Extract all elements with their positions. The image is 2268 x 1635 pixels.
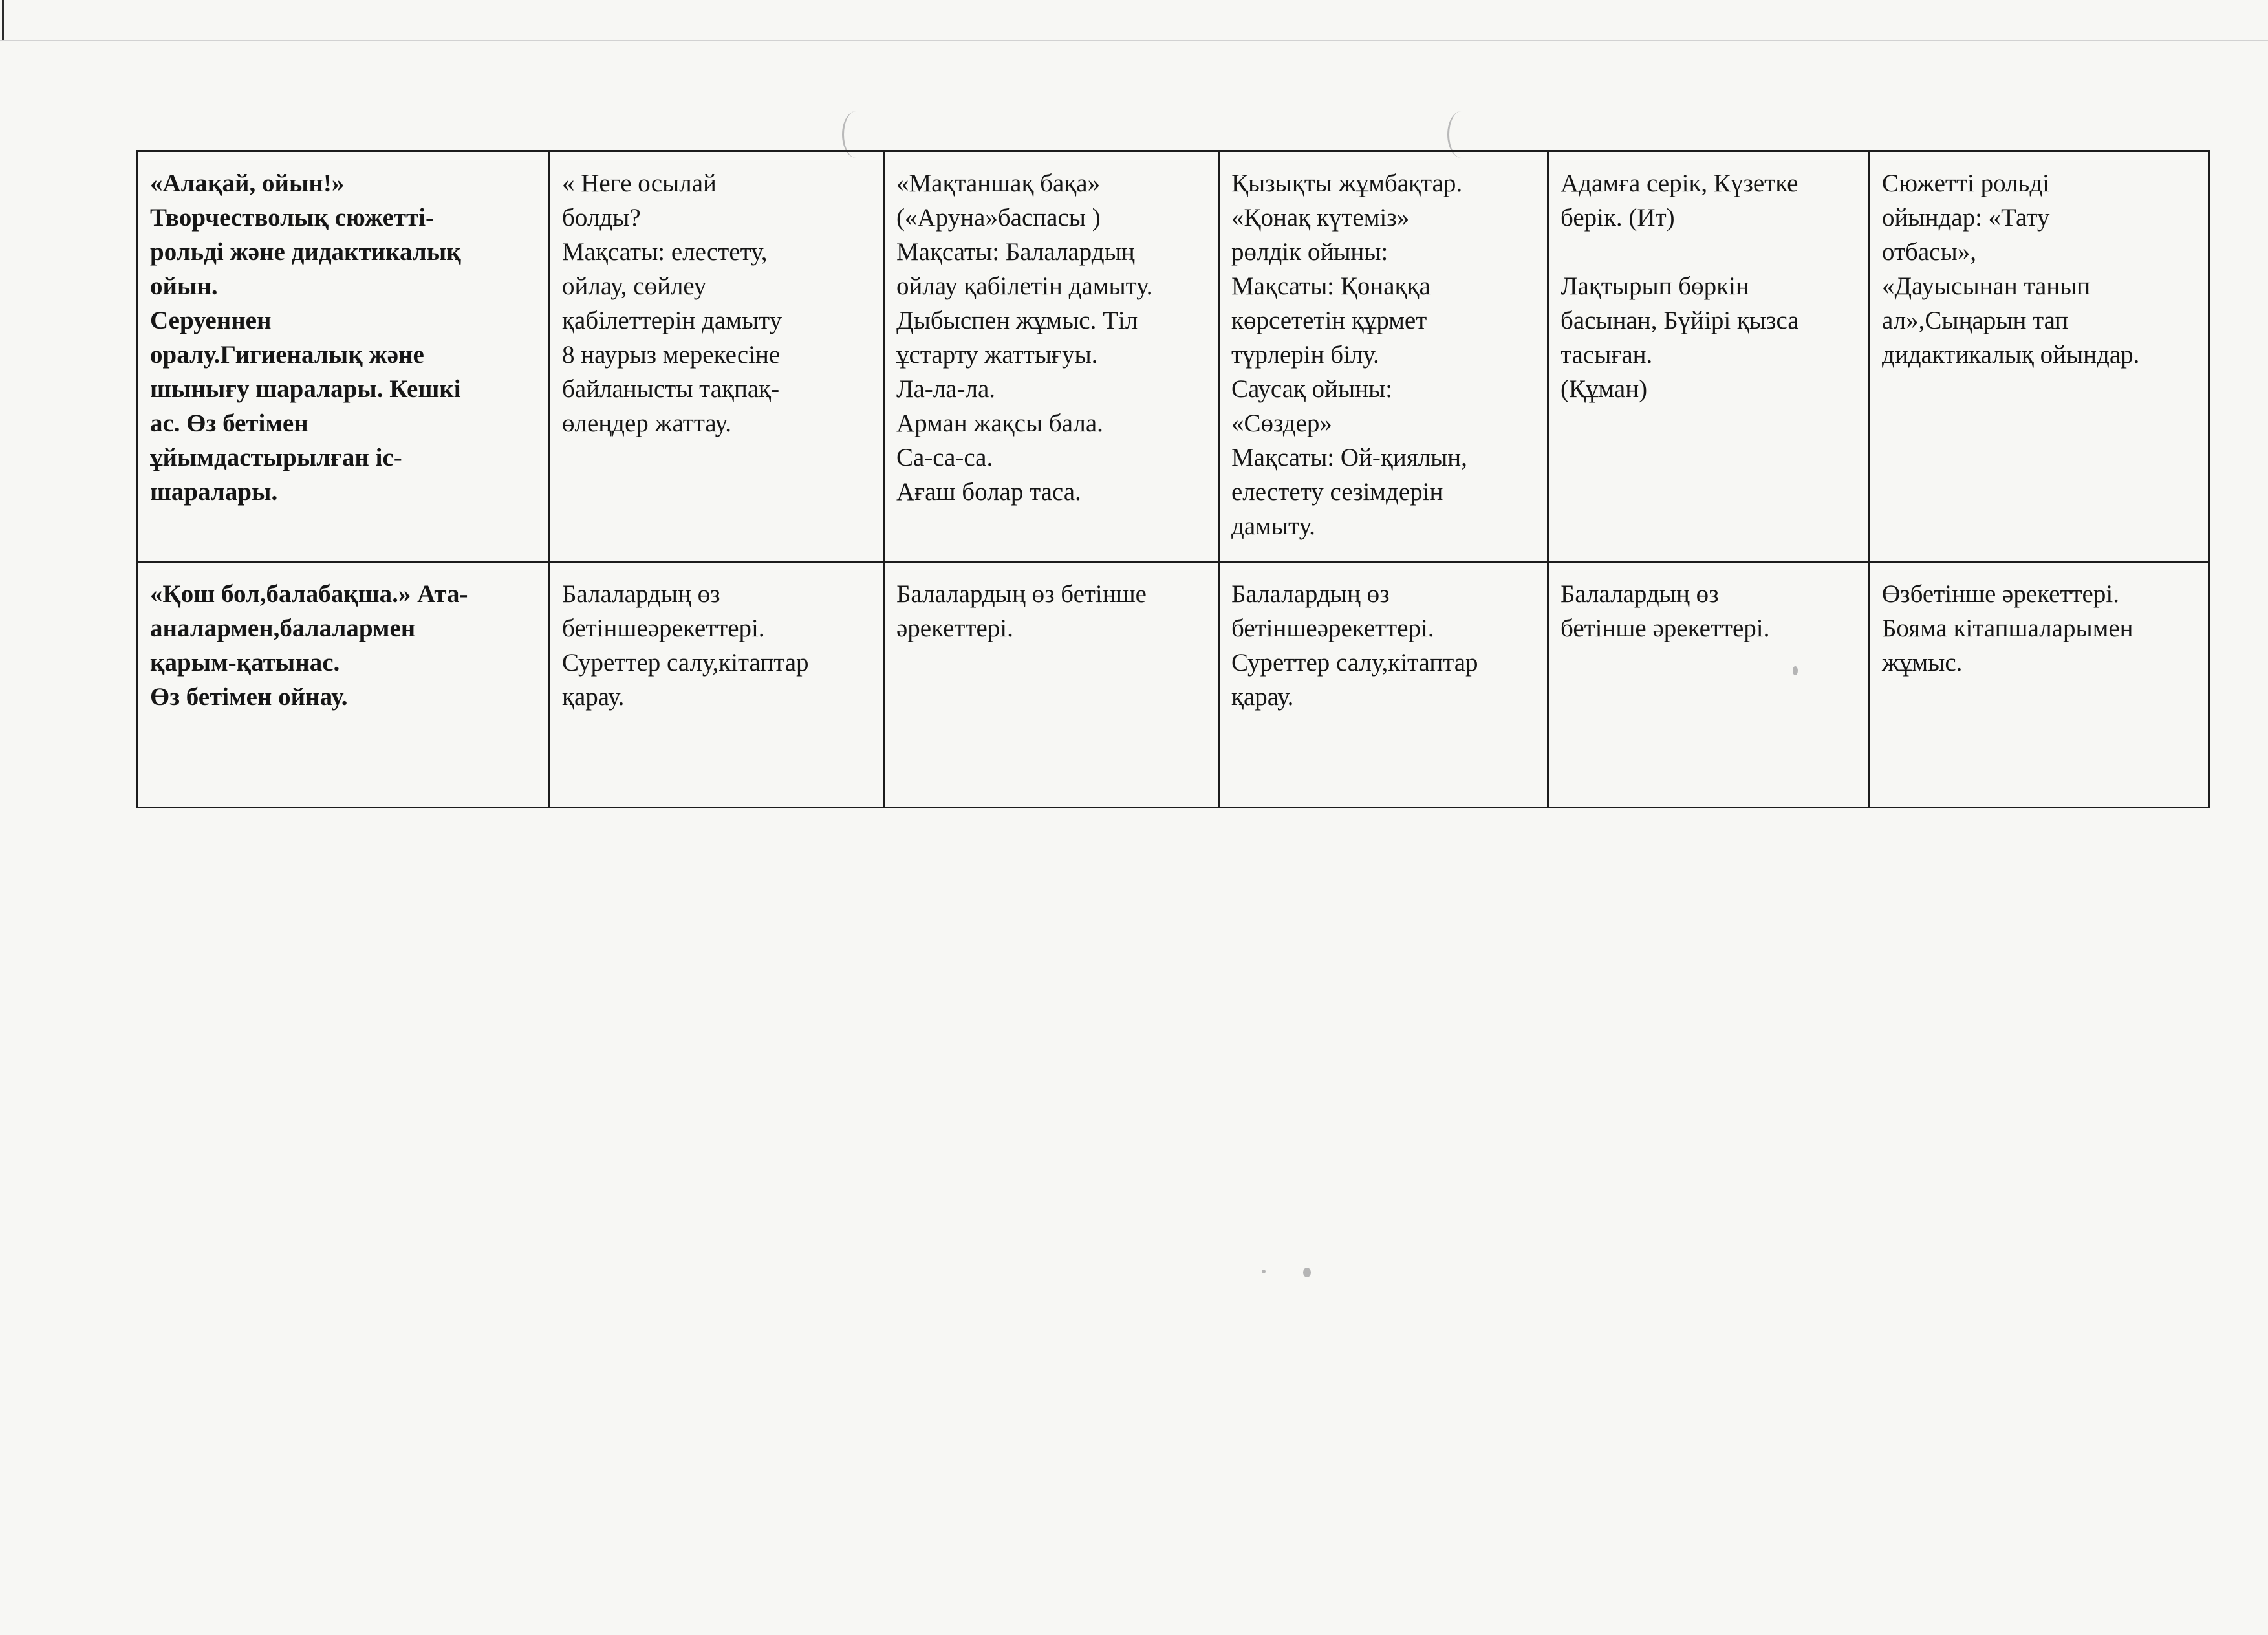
row-2-thursday-cell <box>1548 562 1870 808</box>
cell-line: «Алақай, ойын!» <box>150 169 345 197</box>
cell-line: елестету сезімдерін <box>1231 478 1443 506</box>
scan-speck <box>1262 1270 1266 1273</box>
row-2-activity-cell <box>138 562 550 808</box>
cell-line: көрсететін құрмет <box>1231 307 1427 334</box>
cell-line: Са-са-са. <box>896 444 993 471</box>
cell-line: қабілеттерін дамыту <box>562 307 783 334</box>
cell-line: Сюжетті рольді <box>1882 169 2050 197</box>
cell-line: тасыған. <box>1561 341 1653 369</box>
scan-speck <box>1303 1268 1311 1277</box>
cell-line: ал»,Сыңарын тап <box>1882 307 2069 334</box>
cell-line: ұстарту жаттығуы. <box>896 341 1098 369</box>
cell-line: дамыту. <box>1231 512 1315 540</box>
cell-line: бетінше әрекеттері. <box>1561 614 1770 642</box>
cell-line: қарым-қатынас. <box>150 649 340 677</box>
cell-line: Арман жақсы бала. <box>896 409 1103 437</box>
cell-line: ас. Өз бетімен <box>150 409 308 437</box>
row-1-wednesday-cell <box>1219 151 1548 562</box>
table-row <box>138 562 2209 808</box>
row-1-thursday-cell <box>1548 151 1870 562</box>
cell-line: Өзбетінше әрекеттері. <box>1882 580 2119 608</box>
plan-table <box>136 150 2210 808</box>
cell-line: ойлау қабілетін дамыту. <box>896 272 1153 300</box>
cell-line: әрекеттері. <box>896 614 1013 642</box>
cell-line: « Неге осылай <box>562 169 717 197</box>
cell-line: берік. (Ит) <box>1561 204 1675 232</box>
cell-line: («Аруна»баспасы ) <box>896 204 1101 232</box>
cell-line: Балалардың өз <box>1561 580 1719 608</box>
cell-line: оралу.Гигиеналық және <box>150 341 424 369</box>
cell-line: Ла-ла-ла. <box>896 375 996 403</box>
scan-top-edge <box>0 40 2268 41</box>
cell-line: «Мақтаншақ бақа» <box>896 169 1101 197</box>
cell-line: Суреттер салу,кітаптар <box>562 649 809 677</box>
cell-line: отбасы», <box>1882 238 1976 266</box>
cell-line: «Дауысынан танып <box>1882 272 2091 300</box>
cell-line: Ағаш болар таса. <box>896 478 1081 506</box>
cell-line: (Құман) <box>1561 375 1648 403</box>
cell-line: ұйымдастырылған іс- <box>150 444 402 471</box>
cell-line: ойлау, сөйлеу <box>562 272 707 300</box>
cell-line: басынан, Бүйірі қызса <box>1561 307 1799 334</box>
cell-line: рөлдік ойыны: <box>1231 238 1388 266</box>
cell-line: Қызықты жұмбақтар. <box>1231 169 1463 197</box>
cell-line: шынығу шаралары. Кешкі <box>150 375 461 403</box>
cell-line: байланысты тақпақ- <box>562 375 780 403</box>
cell-line: ойындар: «Тату <box>1882 204 2050 232</box>
row-2-tuesday-cell <box>884 562 1219 808</box>
cell-line: дидактикалық ойындар. <box>1882 341 2140 369</box>
cell-line: «Қонақ күтеміз» <box>1231 204 1410 232</box>
cell-line: өлеңдер жаттау. <box>562 409 732 437</box>
cell-line: Мақсаты: елестету, <box>562 238 768 266</box>
row-1-monday-cell <box>550 151 884 562</box>
row-2-friday-cell <box>1870 562 2209 808</box>
row-1-tuesday-cell <box>884 151 1219 562</box>
cell-line: Мақсаты: Балалардың <box>896 238 1135 266</box>
cell-line: Өз бетімен ойнау. <box>150 683 348 711</box>
cell-line: «Қош бол,балабақша.» Ата- <box>150 580 468 608</box>
cell-line: Адамға серік, Күзетке <box>1561 169 1798 197</box>
table-row <box>138 151 2209 562</box>
cell-line: Суреттер салу,кітаптар <box>1231 649 1478 677</box>
cell-line: рольді және дидактикалық <box>150 238 461 266</box>
cell-line: аналармен,балалармен <box>150 614 416 642</box>
scan-left-edge-mark <box>2 0 4 40</box>
cell-line: Лақтырып бөркін <box>1561 272 1749 300</box>
cell-line: Балалардың өз бетінше <box>896 580 1147 608</box>
cell-line: Серуеннен <box>150 307 272 334</box>
cell-line: болды? <box>562 204 641 232</box>
row-1-friday-cell <box>1870 151 2209 562</box>
cell-line: бетіншеәрекеттері. <box>562 614 765 642</box>
cell-line: 8 наурыз мерекесіне <box>562 341 781 369</box>
cell-line: Балалардың өз <box>1231 580 1390 608</box>
cell-line <box>1561 235 1861 269</box>
row-2-wednesday-cell <box>1219 562 1548 808</box>
cell-line: Балалардың өз <box>562 580 720 608</box>
row-1-activity-cell <box>138 151 550 562</box>
cell-line: шаралары. <box>150 478 278 506</box>
cell-line: Мақсаты: Қонаққа <box>1231 272 1431 300</box>
cell-line: Бояма кітапшаларымен <box>1882 614 2133 642</box>
cell-line: Саусақ ойыны: <box>1231 375 1393 403</box>
cell-line: Творчестволық сюжетті- <box>150 204 435 232</box>
cell-line: қарау. <box>1231 683 1294 711</box>
cell-line: Дыбыспен жұмыс. Тіл <box>896 307 1138 334</box>
cell-line: Мақсаты: Ой-қиялын, <box>1231 444 1467 471</box>
row-2-monday-cell <box>550 562 884 808</box>
cell-line: түрлерін білу. <box>1231 341 1379 369</box>
cell-line: жұмыс. <box>1882 649 1963 677</box>
cell-line: ойын. <box>150 272 218 300</box>
cell-line: қарау. <box>562 683 625 711</box>
cell-line: бетіншеәрекеттері. <box>1231 614 1434 642</box>
cell-line: «Сөздер» <box>1231 409 1332 437</box>
